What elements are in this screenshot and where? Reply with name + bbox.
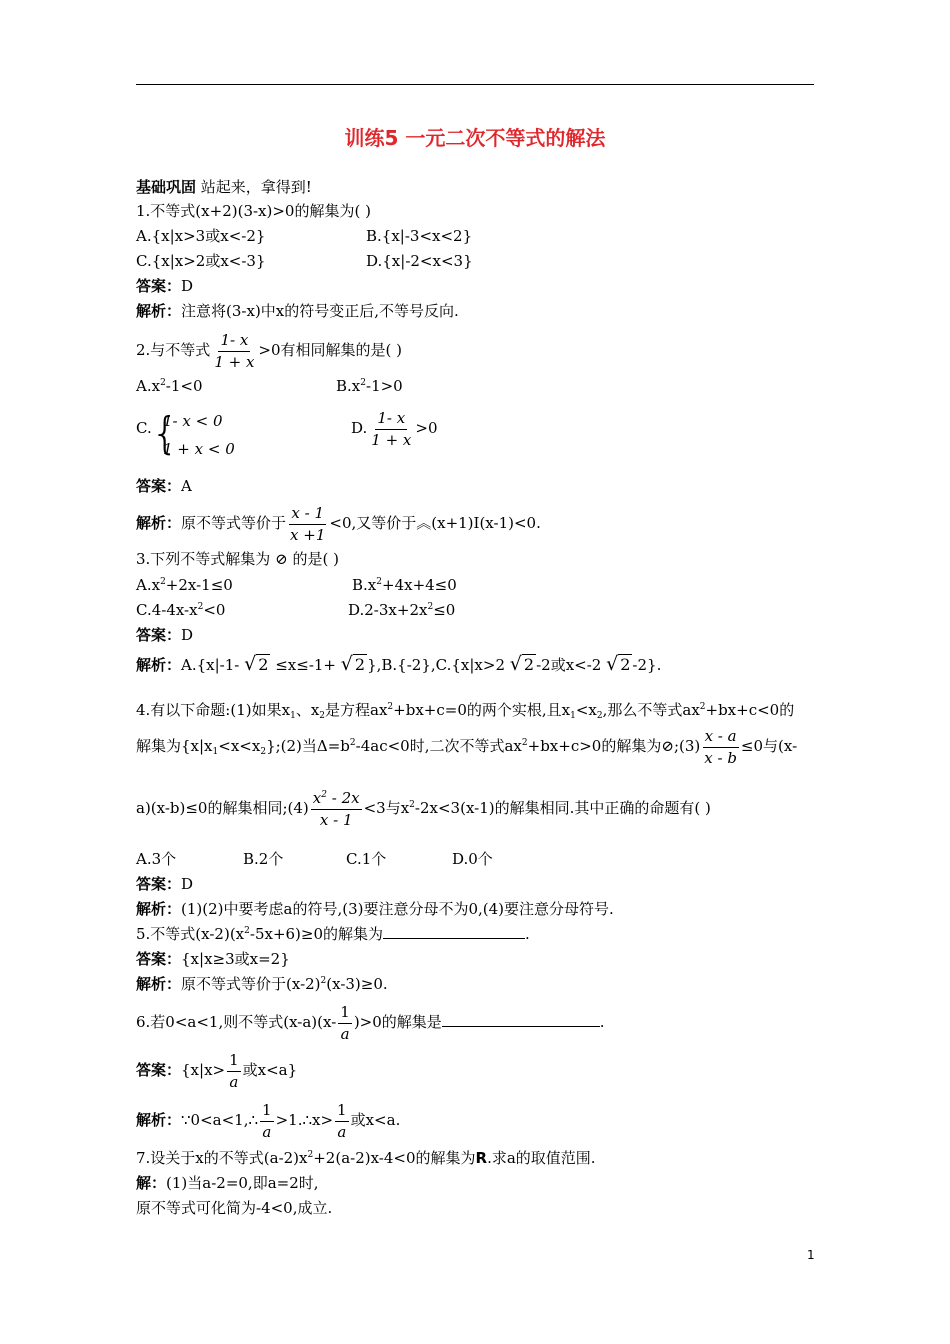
- numerator: 1- x: [218, 331, 250, 352]
- q4-analysis: 解析：(1)(2)中要考虑a的符号,(3)要注意分母不为0,(4)要注意分母符号.: [136, 900, 614, 918]
- header-rule: [136, 84, 814, 85]
- q1-option-c: C.{x|x>2或x<-3}: [136, 252, 266, 270]
- q7-solution-1: 解：(1)当a-2=0,即a=2时,: [136, 1174, 319, 1192]
- q2-stem-post: >0有相同解集的是( ): [258, 341, 403, 359]
- denominator: 1 + x: [214, 352, 255, 371]
- q2-option-a: $A.x^2-1<0$: [136, 377, 203, 395]
- answer-blank: [383, 924, 525, 939]
- q4-line-3: a)(x-b)≤0的解集相同;(4) $\frac{x^2 - 2x}{x - 1}$ <3与$x^2-2x<3(x-1)$的解集相同.其中正确的命题有( ): [136, 788, 711, 829]
- q2-fraction: [212, 331, 256, 372]
- q1-analysis: [136, 301, 459, 321]
- answer-label: 答案：: [136, 277, 182, 295]
- q2-stem-pre: 2.与不等式: [136, 341, 211, 359]
- sqrt-2: √ 2: [340, 653, 366, 675]
- q4-option-a: A.3个: [136, 850, 177, 868]
- brace-icon: {: [151, 408, 179, 459]
- analysis-label: 解析：: [136, 302, 182, 320]
- answer-blank: [442, 1012, 600, 1027]
- empty-set-icon: ⊘: [661, 737, 674, 755]
- q4-option-d: D.0个: [452, 850, 493, 868]
- q6-answer-fraction: $\frac{1}{a}$: [229, 1050, 239, 1091]
- system-row-1: 1- x < 0: [163, 412, 223, 430]
- q1-option-d: D.{x|-2<x<3}: [366, 252, 473, 270]
- q3-stem: 3.下列不等式解集为 ⊘ 的是( ): [136, 550, 339, 568]
- q2-answer: 答案：A: [136, 477, 192, 495]
- section-label: 基础巩固: [136, 178, 197, 196]
- section-slogan: 站起来，拿得到!: [200, 178, 312, 196]
- q5-stem: 5.不等式$(x-2)(x^2-5x+6)\ge 0$的解集为 .: [136, 925, 530, 943]
- system-row-2: 1 + x < 0: [163, 440, 235, 458]
- q7-stem: 7.设关于x的不等式$(a-2)x^2+2(a-2)x-4<0$的解集为R.求a的取值范围.: [136, 1149, 596, 1167]
- q1-option-b: B.{x|-3<x<2}: [366, 227, 473, 245]
- q5-answer: 答案：{x|x≥3或x=2}: [136, 950, 290, 968]
- q4-option-b: B.2个: [243, 850, 284, 868]
- q6-stem: 6.若0<a<1,则不等式(x-a)(x- $\frac{1}{a}$ )>0的解集是 .: [136, 1002, 605, 1043]
- q4-line-1: 4.有以下命题:(1)如果$x_1$、$x_2$是方程$ax^2+bx+c=0$的两个实根,且$x_1<x_2$,那么不等式$ax^2+bx+c<0$的: [136, 701, 795, 721]
- q4-line-2: 解集为$\{x|x_1<x<x_2\};(2)$当$\Delta=b^2-4ac<0$时,二次不等式$ax^2+bx+c>0$的解集为⊘;(3) $\frac{x - a}{x - b}$ ≤0与(x-: [136, 726, 798, 767]
- q7-solution-2: 原不等式可化简为-4<0,成立.: [136, 1199, 333, 1217]
- q3-option-a: $A.x^2+2x-1\le 0$: [136, 576, 233, 594]
- sqrt-2: √ 2: [509, 653, 535, 675]
- section-heading: [136, 177, 312, 197]
- q1-stem: 1.不等式(x+2)(3-x)>0的解集为( ): [136, 202, 371, 220]
- q4-answer: 答案：D: [136, 875, 194, 893]
- q6-analysis-fraction-1: $\frac{1}{a}$: [262, 1100, 272, 1141]
- q1-answer: [136, 276, 193, 296]
- q2-stem: [136, 328, 402, 372]
- q2-d-fraction: $\frac{1- x}{1 + x}$: [371, 408, 412, 449]
- page-title: 训练5 一元二次不等式的解法: [344, 126, 606, 150]
- q3-analysis: 解析：A.{x|-1- √ 2 ≤x≤-1+ √ 2 },B.{-2},C.{x|x>2 √ 2 -2或x<-2 √ 2 -2}.: [136, 650, 661, 678]
- q4-option-c: C.1个: [346, 850, 387, 868]
- q6-fraction: $\frac{1}{a}$: [340, 1002, 350, 1043]
- q2-option-d: D. $\frac{1- x}{1 + x}$ >0: [351, 408, 438, 449]
- sqrt-2: √ 2: [606, 653, 631, 675]
- q3-answer: 答案：D: [136, 626, 194, 644]
- q2-analysis: 解析：原不等式等价于 $\frac{x - 1}{x +1}$ <0,又等价于︽(x+1)I(x-1)<0.: [136, 503, 541, 544]
- empty-set-icon: ⊘: [275, 550, 288, 568]
- q3-option-c: $C.4-4x-x^2<0$: [136, 601, 226, 619]
- q2-option-c-label: C.: [136, 419, 152, 437]
- sqrt-2: √ 2: [244, 653, 269, 675]
- q3-option-d: $D.2-3x+2x^2\le 0$: [348, 601, 456, 619]
- q5-analysis: 解析：原不等式等价于$(x-2)^2(x-3)\ge 0$.: [136, 975, 388, 993]
- q6-analysis-fraction-2: $\frac{1}{a}$: [337, 1100, 347, 1141]
- q4-fraction-4: $\frac{x^2 - 2x}{x - 1}$: [312, 788, 360, 829]
- q3-option-b: $B.x^2+4x+4\le 0$: [352, 576, 457, 594]
- answer-value: D: [181, 277, 194, 295]
- analysis-text: 注意将(3-x)中x的符号变正后,不等号反向.: [181, 302, 459, 320]
- q2-option-b: $B.x^2-1>0$: [336, 377, 403, 395]
- q1-option-a: A.{x|x>3或x<-2}: [136, 227, 266, 245]
- q4-fraction-3: $\frac{x - a}{x - b}$: [704, 726, 737, 767]
- page-number: 1: [807, 1248, 815, 1262]
- q6-analysis: 解析：∵0<a<1,∴ $\frac{1}{a}$ >1.∴x> $\frac{1}{a}$ 或x<a.: [136, 1100, 401, 1141]
- q2-analysis-fraction: $\frac{x - 1}{x +1}$: [290, 503, 326, 544]
- q6-answer: 答案：{x|x> $\frac{1}{a}$ 或x<a}: [136, 1050, 298, 1091]
